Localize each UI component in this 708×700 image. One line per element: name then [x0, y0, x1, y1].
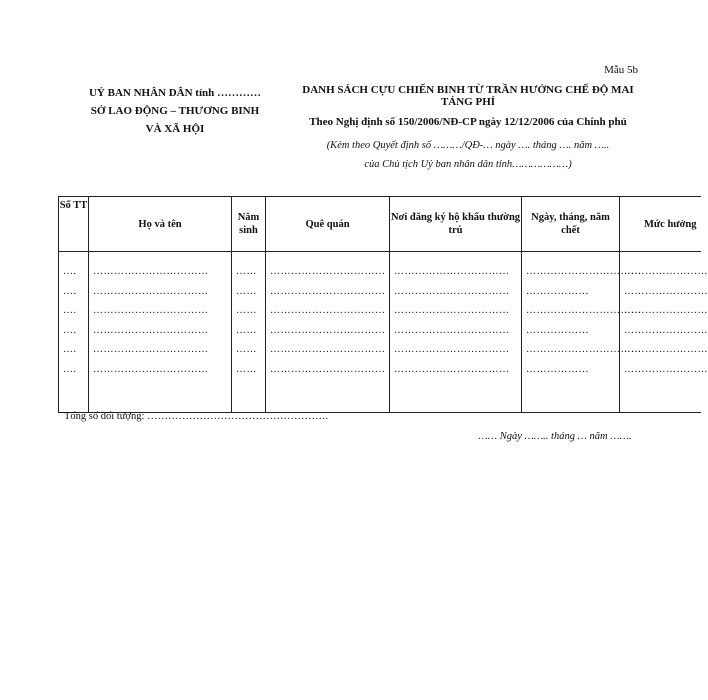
fill-line: ….	[63, 344, 77, 355]
fill-line: ……………………	[624, 266, 708, 277]
fill-line: ……………………………	[394, 266, 510, 277]
fill-line: ……………………………	[270, 266, 386, 277]
fill-line: ……………………………	[270, 285, 386, 297]
cell-name	[89, 252, 232, 413]
fill-line: ……………………………	[394, 344, 510, 355]
total-count-line: Tổng số đối tượng: …………………………………………….	[64, 411, 329, 422]
fill-line: ……………………	[624, 324, 708, 336]
authority-line-1: UỶ BAN NHÂN DÂN tỉnh …………	[88, 87, 262, 99]
fill-line: ……………………………	[93, 344, 209, 355]
fill-line: ……	[236, 266, 257, 277]
fill-line: ……………………………	[93, 324, 209, 336]
fill-line: ….	[63, 363, 77, 375]
table-body-row	[59, 252, 701, 413]
cell-death-date	[522, 252, 642, 413]
authority-line-3: VÀ XÃ HỘI	[145, 123, 205, 135]
fill-line: ……	[236, 363, 257, 375]
fill-line: ……………………………	[526, 305, 642, 316]
fill-line: ….	[63, 324, 77, 336]
fill-line: ……………………………	[93, 363, 209, 375]
fill-line: ………………	[526, 363, 589, 375]
column-header-benefit: Mức hưởng	[620, 197, 701, 252]
form-code: Mẫu 5b	[604, 64, 638, 76]
cell-hometown	[266, 252, 390, 413]
table-header-row	[59, 197, 701, 252]
cell-stt	[59, 252, 89, 413]
column-header-residence: Nơi đăng ký hộ khẩu thường trú	[390, 197, 522, 252]
signature-date-line: …… Ngày …….. tháng … năm …….	[478, 431, 632, 442]
fill-line: ……………………………	[526, 266, 642, 277]
fill-line: ……………………………	[93, 266, 209, 277]
cell-residence	[390, 252, 522, 413]
fill-line: ……………………………	[394, 324, 510, 336]
column-header-birth-year: Năm sinh	[232, 197, 266, 252]
fill-line: ….	[63, 305, 77, 316]
column-header-stt: Số TT	[59, 197, 89, 252]
fill-line: ……………………	[624, 344, 708, 355]
fill-line: ….	[63, 285, 77, 297]
fill-line: ……………………………	[270, 324, 386, 336]
fill-line: ……………………	[624, 305, 708, 316]
document-heading	[298, 84, 638, 174]
fill-line: ……	[236, 324, 257, 336]
fill-line: ……………………………	[270, 363, 386, 375]
decision-note-line-1: (Kèm theo Quyết định số ………/QĐ-… ngày …. tháng …. năm …..	[326, 140, 610, 151]
fill-line: ……	[236, 305, 257, 316]
fill-line: ………………	[526, 324, 589, 336]
fill-line: ……	[236, 344, 257, 355]
cell-birth-year	[232, 252, 266, 413]
legal-basis: Theo Nghị định số 150/2006/NĐ-CP ngày 12/12/2006 của Chính phủ	[309, 116, 627, 128]
authority-line-2: SỞ LAO ĐỘNG – THƯƠNG BINH	[90, 105, 260, 117]
column-header-death-date: Ngày, tháng, năm chết	[522, 197, 620, 252]
fill-line: ……………………	[624, 285, 708, 297]
fill-line: ……………………………	[270, 344, 386, 355]
issuing-authority	[70, 84, 280, 138]
fill-line: ……………………………	[270, 305, 386, 316]
fill-line: ………………	[526, 285, 589, 297]
decision-note-line-2: của Chủ tịch Uỷ ban nhân dân tỉnh………………)	[364, 159, 572, 170]
fill-line: ……………………………	[394, 363, 510, 375]
fill-line: ……………………………	[93, 285, 209, 297]
fill-line: ……	[236, 285, 257, 297]
fill-line: ……………………………	[93, 305, 209, 316]
column-header-name: Họ và tên	[89, 197, 232, 252]
veterans-list-table	[58, 196, 708, 413]
column-header-hometown: Quê quán	[266, 197, 390, 252]
document-title: DANH SÁCH CỰU CHIẾN BINH TỪ TRẦN HƯỞNG CHẾ ĐỘ MAI TÁNG PHÍ	[302, 84, 634, 108]
fill-line: ……………………………	[394, 305, 510, 316]
fill-line: ……………………………	[526, 344, 642, 355]
fill-line: ….	[63, 266, 77, 277]
decision-note	[298, 136, 638, 174]
fill-line: ……………………………	[394, 285, 510, 297]
fill-line: ……………………	[624, 363, 708, 375]
cell-benefit	[620, 252, 708, 413]
